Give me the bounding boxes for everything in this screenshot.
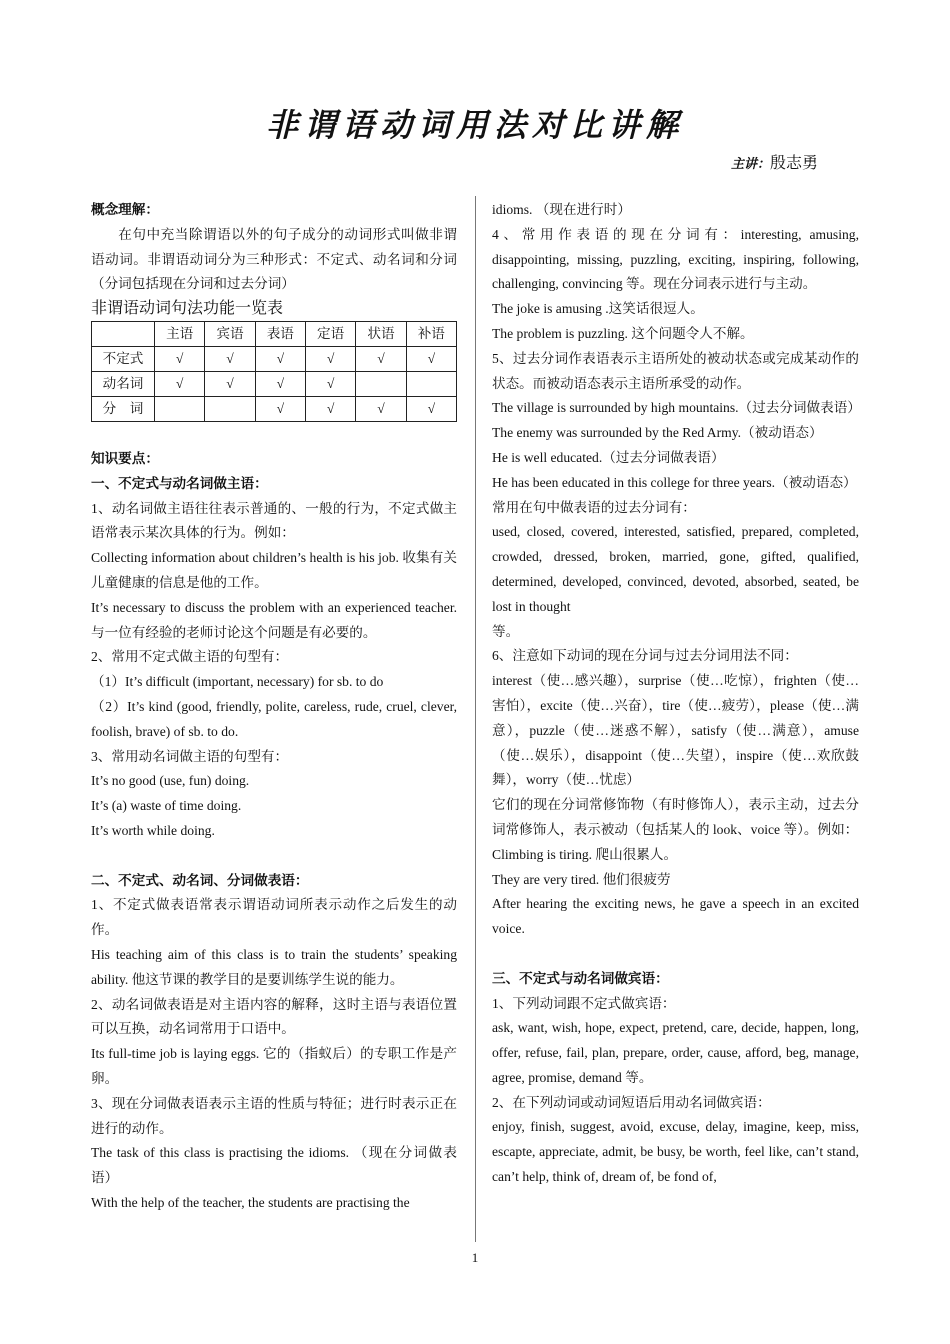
section-3-heading: 三、不定式与动名词做宾语： [492, 970, 669, 986]
table-header-cell: 主语 [155, 322, 205, 347]
paragraph: Climbing is tiring. 爬山很累人。 [492, 846, 678, 862]
table-cell [155, 397, 205, 422]
paragraph: 4、常用作表语的现在分词有：interesting, amusing, disappointing, missing, puzzling, exciting, inspiring, following, challenging, convincing 等。现在分词表示进行与主动。 [492, 226, 859, 292]
table-cell [356, 372, 406, 397]
right-column [492, 198, 859, 1190]
table-cell: √ [356, 347, 406, 372]
table-cell: √ [255, 347, 305, 372]
paragraph: He is well educated.（过去分词做表语） [492, 449, 725, 465]
paragraph: 常用在句中做表语的过去分词有： [492, 499, 696, 515]
table-cell: 分 词 [92, 397, 155, 422]
table-title: 非谓语动词句法功能一览表 [91, 300, 284, 318]
table-header-cell: 状语 [356, 322, 406, 347]
table-header-cell: 定语 [305, 322, 355, 347]
table-cell: 不定式 [92, 347, 155, 372]
paragraph: 6、注意如下动词的现在分词与过去分词用法不同： [492, 648, 798, 664]
paragraph: （1）It’s difficult (important, necessary) for sb. to do [91, 674, 384, 690]
paragraph: It’s worth while doing. [91, 822, 215, 838]
section-2-heading: 二、不定式、动名词、分词做表语： [91, 872, 309, 888]
lecturer-label: 主讲： [730, 157, 770, 172]
concept-heading: 概念理解： [91, 202, 159, 217]
table-cell: √ [255, 397, 305, 422]
section-1-heading: 一、不定式与动名词做主语： [91, 475, 268, 491]
table-row [92, 347, 457, 372]
paragraph: （2）It’s kind (good, friendly, polite, careless, rude, cruel, clever, foolish, brave) of sb. to do. [91, 698, 457, 739]
paragraph: It’s (a) waste of time doing. [91, 798, 242, 814]
table-cell: √ [305, 372, 355, 397]
section-2-body [91, 893, 457, 1215]
table-cell [406, 372, 456, 397]
paragraph: 2、在下列动词或动词短语后用动名词做宾语： [492, 1094, 771, 1110]
paragraph: 1、下列动词跟不定式做宾语： [492, 995, 676, 1011]
paragraph: It’s necessary to discuss the problem with an experienced teacher. 与一位有经验的老师讨论这个问题是有必要的。 [91, 599, 457, 640]
table-cell: √ [356, 397, 406, 422]
paragraph: 等。 [492, 623, 520, 639]
paragraph: The enemy was surrounded by the Red Army.（被动语态） [492, 425, 823, 441]
table-cell: √ [205, 347, 255, 372]
paragraph: Its full-time job is laying eggs. 它的（指蚁后）的专职工作是产卵。 [91, 1046, 457, 1086]
table-cell: √ [406, 347, 456, 372]
table-cell: √ [155, 347, 205, 372]
paragraph: After hearing the exciting news, he gave a speech in an excited voice. [492, 896, 859, 937]
table-cell: √ [255, 372, 305, 397]
table-header-cell: 宾语 [205, 322, 255, 347]
paragraph: used, closed, covered, interested, satisfied, prepared, completed, crowded, dressed, broken, married, gone, gifted, qualified, determined, developed, convinced, devoted, absorbed, seated, be lost in thought [492, 524, 859, 614]
table-cell: 动名词 [92, 372, 155, 397]
table-header-cell: 补语 [406, 322, 456, 347]
paragraph: His teaching aim of this class is to train the students’ speaking ability. 他这节课的教学目的是要训练学生说的能力。 [91, 946, 457, 987]
left-column [91, 198, 457, 1216]
concept-text: 在句中充当除谓语以外的句子成分的动词形式叫做非谓语动词。非谓语动词分为三种形式：不定式、动名词和分词（分词包括现在分词和过去分词） [91, 226, 457, 292]
spacer [91, 422, 457, 447]
function-table [91, 321, 457, 422]
paragraph: They are very tired. 他们很疲劳 [492, 871, 671, 887]
paragraph: The task of this class is practising the idioms. （现在分词做表语） [91, 1145, 457, 1186]
paragraph: 1、动名词做主语往往表示普通的、一般的行为，不定式做主语常表示某次具体的行为。例如： [91, 500, 457, 541]
paragraph: 它们的现在分词常修饰物（有时修饰人），表示主动，过去分词常修饰人，表示被动（包括某人的 look、voice 等）。例如： [492, 797, 859, 837]
paragraph: 3、常用动名词做主语的句型有： [91, 748, 289, 764]
paragraph: Collecting information about children’s health is his job. 收集有关儿童健康的信息是他的工作。 [91, 550, 457, 590]
paragraph: The village is surrounded by high mountains.（过去分词做表语） [492, 400, 861, 416]
lecturer-line [731, 150, 818, 173]
page-number: 1 [471, 1250, 479, 1265]
paragraph: 2、常用不定式做主语的句型有： [91, 649, 289, 665]
paragraph: 1、不定式做表语常表示谓语动词所表示动作之后发生的动作。 [91, 897, 457, 938]
document-title: 非谓语动词用法对比讲解 [265, 106, 684, 144]
paragraph: 2、动名词做表语是对主语内容的解释，这时主语与表语位置可以互换，动名词常用于口语中。 [91, 996, 457, 1037]
section-1-body [91, 497, 457, 844]
paragraph: 3、现在分词做表语表示主语的性质与特征；进行时表示正在进行的动作。 [91, 1095, 457, 1136]
points-heading: 知识要点： [91, 450, 159, 466]
table-header-cell [92, 322, 155, 347]
table-cell: √ [305, 347, 355, 372]
paragraph: enjoy, finish, suggest, avoid, excuse, delay, imagine, keep, miss, escapte, appreciate, admit, be busy, be worth, feel like, can’t stand, can’t help, think of, dream of, be fond of, [492, 1119, 859, 1185]
table-cell: √ [155, 372, 205, 397]
lecturer-name: 殷志勇 [769, 153, 818, 172]
paragraph: ask, want, wish, hope, expect, pretend, care, decide, happen, long, offer, refuse, fail, plan, prepare, order, cause, afford, beg, manage, agree, promise, demand 等。 [492, 1020, 859, 1085]
spacer [91, 844, 457, 869]
paragraph: He has been educated in this college for three years.（被动语态） [492, 474, 857, 490]
table-row [92, 397, 457, 422]
table-cell: √ [205, 372, 255, 397]
paragraph: The problem is puzzling. 这个问题令人不解。 [492, 325, 754, 341]
section-2-continued [492, 198, 859, 942]
table-cell: √ [406, 397, 456, 422]
table-cell: √ [305, 397, 355, 422]
paragraph: With the help of the teacher, the students are practising the [91, 1194, 410, 1210]
column-divider [475, 196, 476, 1242]
table-header-row [92, 322, 457, 347]
table-header-cell: 表语 [255, 322, 305, 347]
paragraph: idioms. （现在进行时） [492, 202, 631, 217]
spacer [492, 942, 859, 967]
table-cell [205, 397, 255, 422]
table-row [92, 372, 457, 397]
paragraph: interest（使…感兴趣），surprise（使…吃惊），frighten（使…害怕），excite（使…兴奋），tire（使…疲劳），please（使…满意），puzzle（使…迷惑不解），satisfy（使…满意），amuse（使…娱乐），disappoint（使…失望），inspire（使…欢欣鼓舞），worry（使…忧虑） [492, 673, 859, 788]
paragraph: The joke is amusing .这笑话很逗人。 [492, 301, 704, 317]
section-3-body [492, 992, 859, 1190]
paragraph: It’s no good (use, fun) doing. [91, 773, 250, 789]
paragraph: 5、过去分词作表语表示主语所处的被动状态或完成某动作的状态。而被动语态表示主语所承受的动作。 [492, 350, 859, 391]
